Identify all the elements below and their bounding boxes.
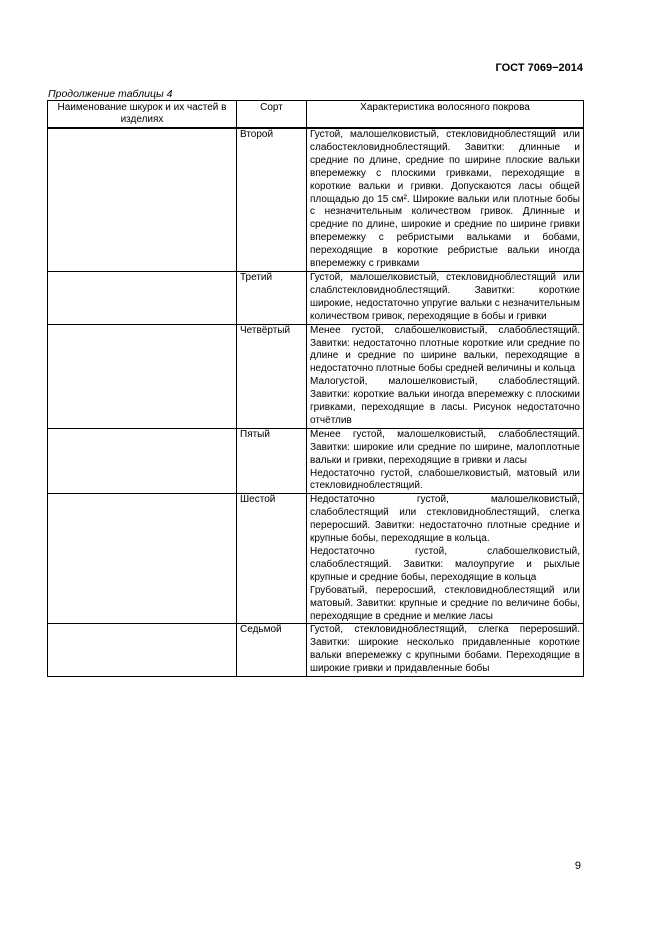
description-paragraph: Менее густой, слабошелковистый, слабоблестящий. Завитки: недостаточно плотные короткие или средние по длине и средние по ширине вальки, переходящие в недостаточно плотные бобы средней величины и кольца: [310, 324, 580, 375]
description-cell: [307, 271, 584, 324]
name-cell: [48, 271, 237, 324]
description-cell: [307, 624, 584, 677]
table-caption: Продолжение таблицы 4: [48, 88, 173, 100]
description-paragraph: Густой, малошелковистый, стекловидноблестящий или слабостекловидноблестящий. Завитки: длинные и средние по длине, средние по ширине плоские вальки вперемежку с плоскими гривками, переходящие в короткие вальки и гривки. Допускаются ласы общей площадью до 15 см². Широкие вальки или плотные бобы с незначительным количеством гривок. Длинные и средние по длине, широкие и средние по ширине гривки вперемежку с ребристыми вальками и бобами, переходящие в короткие ребристые вальки иногда вперемежку с гривками: [310, 129, 580, 270]
table-row: [48, 428, 584, 494]
grade-cell: Седьмой: [237, 624, 307, 677]
table-header-row: [48, 101, 584, 129]
name-cell: [48, 324, 237, 428]
grade-cell: Пятый: [237, 428, 307, 494]
description-paragraph: Малогустой, малошелковистый, слабоблестящий. Завитки: короткие вальки иногда вперемежку с плоскими гривками, переходящие в ласы. Рисунок недостаточно отчётлив: [310, 376, 580, 426]
description-paragraph: Менее густой, малошелковистый, слабоблестящий. Завитки: широкие или средние по ширине, малоплотные вальки и гривки, переходящие в гривки и ласы: [310, 428, 580, 466]
description-cell: [307, 324, 584, 428]
grade-cell: Третий: [237, 271, 307, 324]
description-paragraph: Недостаточно густой, слабошелковистый, матовый или стекловидноблестящий.: [310, 467, 580, 492]
description-paragraph: Густой, стекловидноблестящий, слегка перерosший. Завитки: широкие несколько придавленные короткие вальки вперемежку с крупными бобами. Переходящие в широкие гривки и придавленные бобы: [310, 624, 580, 675]
column-header-characteristic: Характеристика волосяного покрова: [307, 101, 584, 129]
description-cell: [307, 428, 584, 494]
table-row: [48, 624, 584, 677]
description-paragraph: Густой, малошелковистый, стекловидноблестящий или слаблстекловидноблестящий. Завитки: короткие широкие, недостаточно упругие вальки с незначительным количеством гривок, переходящие в бобы и гривки: [310, 271, 580, 322]
description-paragraph: Недостаточно густой, слабошелковистый, слабоблестящий. Завитки: малоупругие и рыхлые крупные и средние бобы, переходящие в кольца: [310, 546, 580, 583]
characteristics-table: [47, 100, 584, 677]
page-number: 9: [574, 860, 581, 872]
table-row: [48, 128, 584, 271]
column-header-name: Наименование шкурок и их частей в изделиях: [48, 101, 237, 129]
name-cell: [48, 428, 237, 494]
table-row: [48, 494, 584, 624]
name-cell: [48, 624, 237, 677]
description-paragraph: Грубоватый, переросший, стекловидноблестящий или матовый. Завитки: крупные и средние по величине бобы, переходящие в средние и мелкие ласы: [310, 584, 580, 622]
name-cell: [48, 494, 237, 624]
table-row: [48, 324, 584, 428]
grade-cell: Шестой: [237, 494, 307, 624]
standard-number: ГОСТ 7069−2014: [495, 62, 583, 74]
name-cell: [48, 128, 237, 271]
grade-cell: Четвёртый: [237, 324, 307, 428]
description-cell: [307, 494, 584, 624]
description-paragraph: Недостаточно густой, малошелковистый, слабоблестящий или стекловидноблестящий, слегка переросший. Завитки: недостаточно плотные средние и крупные бобы, переходящие в кольца.: [310, 494, 580, 545]
description-cell: [307, 128, 584, 271]
column-header-grade: Сорт: [237, 101, 307, 129]
grade-cell: Второй: [237, 128, 307, 271]
table-row: [48, 271, 584, 324]
